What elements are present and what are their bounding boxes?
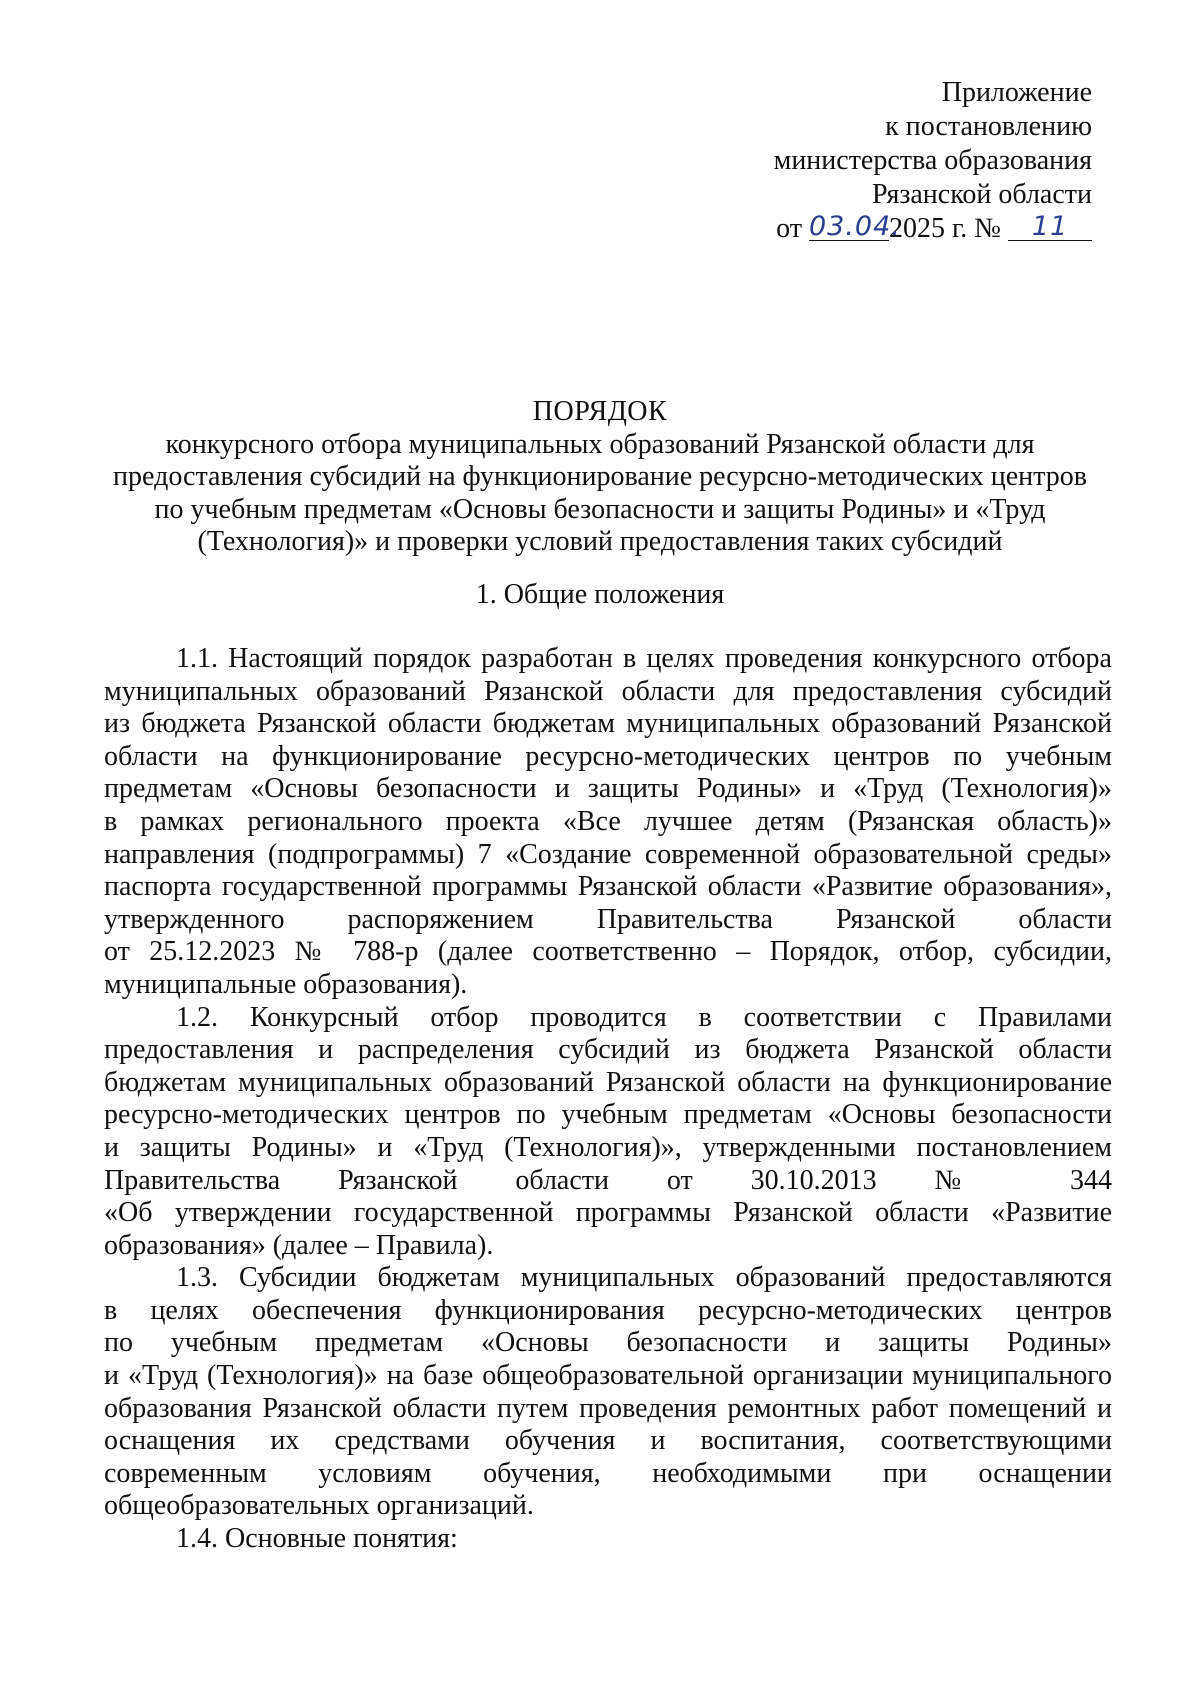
title-line: конкурсного отбора муниципальных образований Рязанской области для: [165, 428, 1035, 460]
title-main: ПОРЯДОК: [532, 396, 668, 427]
text-line: муниципальные образования).: [104, 968, 468, 1000]
text-line: предоставления и распределения субсидий из бюджета Рязанской области: [104, 1034, 1112, 1066]
text-line: по учебным предметам «Основы безопасности и защиты Родины»: [104, 1327, 1112, 1359]
number-fill-field: [1008, 212, 1092, 241]
approval-line-2: к постановлению: [885, 111, 1092, 142]
text-line: 1.4. Основные понятия:: [176, 1523, 458, 1555]
approval-line-1: Приложение: [941, 77, 1092, 108]
handwritten-date: 03.04.: [808, 211, 901, 242]
text-line: направления (подпрограммы) 7 «Создание современной образовательной среды»: [104, 838, 1112, 870]
text-line: ресурсно-методических центров по учебным предметам «Основы безопасности: [104, 1099, 1112, 1131]
text-line: и «Труд (Технология)» на базе общеобразовательной организации муниципального: [104, 1360, 1112, 1392]
title-line: (Технология)» и проверки условий предоставления таких субсидий: [197, 526, 1003, 557]
text-line: предметам «Основы безопасности и защиты Родины» и «Труд (Технология)»: [104, 773, 1112, 805]
approval-line-3: министерства образования: [773, 145, 1092, 176]
body-text: [104, 643, 1112, 1556]
text-line: образования» (далее – Правила).: [104, 1229, 494, 1261]
title-line: предоставления субсидий на функционирование ресурсно-методических центров: [113, 461, 1087, 492]
text-line: от 25.12.2023 № 788-р (далее соответственно – Порядок, отбор, субсидии,: [104, 936, 1112, 968]
text-line: оснащения их средствами обучения и воспитания, соответствующими: [104, 1425, 1112, 1457]
text-line: образования Рязанской области путем проведения ремонтных работ помещений и: [104, 1392, 1112, 1424]
approval-stamp-block: [774, 76, 1092, 246]
text-line: в целях обеспечения функционирования ресурсно-методических центров: [104, 1294, 1112, 1326]
approval-date-line: [774, 212, 1092, 246]
text-line: современным условиям обучения, необходимыми при оснащении: [104, 1457, 1112, 1489]
date-prefix: от: [776, 213, 802, 244]
section-heading: 1. Общие положения: [475, 579, 725, 610]
text-line: и защиты Родины» и «Труд (Технология)», утвержденными постановлением: [104, 1131, 1112, 1163]
text-line: из бюджета Рязанской области бюджетам муниципальных образований Рязанской: [104, 708, 1112, 740]
text-line: муниципальных образований Рязанской области для предоставления субсидий: [104, 675, 1112, 707]
text-line: области на функционирование ресурсно-методических центров по учебным: [104, 740, 1112, 772]
text-line: паспорта государственной программы Рязанской области «Развитие образования»,: [104, 871, 1112, 903]
text-line: 1.2. Конкурсный отбор проводится в соответствии с Правилами: [176, 1001, 1112, 1033]
text-line: 1.3. Субсидии бюджетам муниципальных образований предоставляются: [176, 1262, 1112, 1294]
text-line: 1.1. Настоящий порядок разработан в целях проведения конкурсного отбора: [176, 643, 1112, 674]
document-title: [100, 396, 1100, 559]
text-line: общеобразовательных организаций.: [104, 1490, 534, 1522]
handwritten-number: 11: [1031, 211, 1069, 242]
text-line: бюджетам муниципальных образований Рязанской области на функционирование: [104, 1066, 1112, 1098]
approval-line-4: Рязанской области: [871, 179, 1092, 210]
year-number-label: 2025 г. №: [888, 213, 1001, 244]
text-line: в рамках регионального проекта «Все лучшее детям (Рязанская область)»: [104, 805, 1112, 837]
title-line: по учебным предметам «Основы безопасности и защиты Родины» и «Труд: [154, 493, 1046, 525]
text-line: Правительства Рязанской области от 30.10.2013 № 344: [104, 1164, 1112, 1196]
text-line: утвержденного распоряжением Правительства Рязанской области: [104, 903, 1112, 935]
date-fill-field: [808, 211, 901, 242]
text-line: «Об утверждении государственной программы Рязанской области «Развитие: [104, 1197, 1112, 1229]
